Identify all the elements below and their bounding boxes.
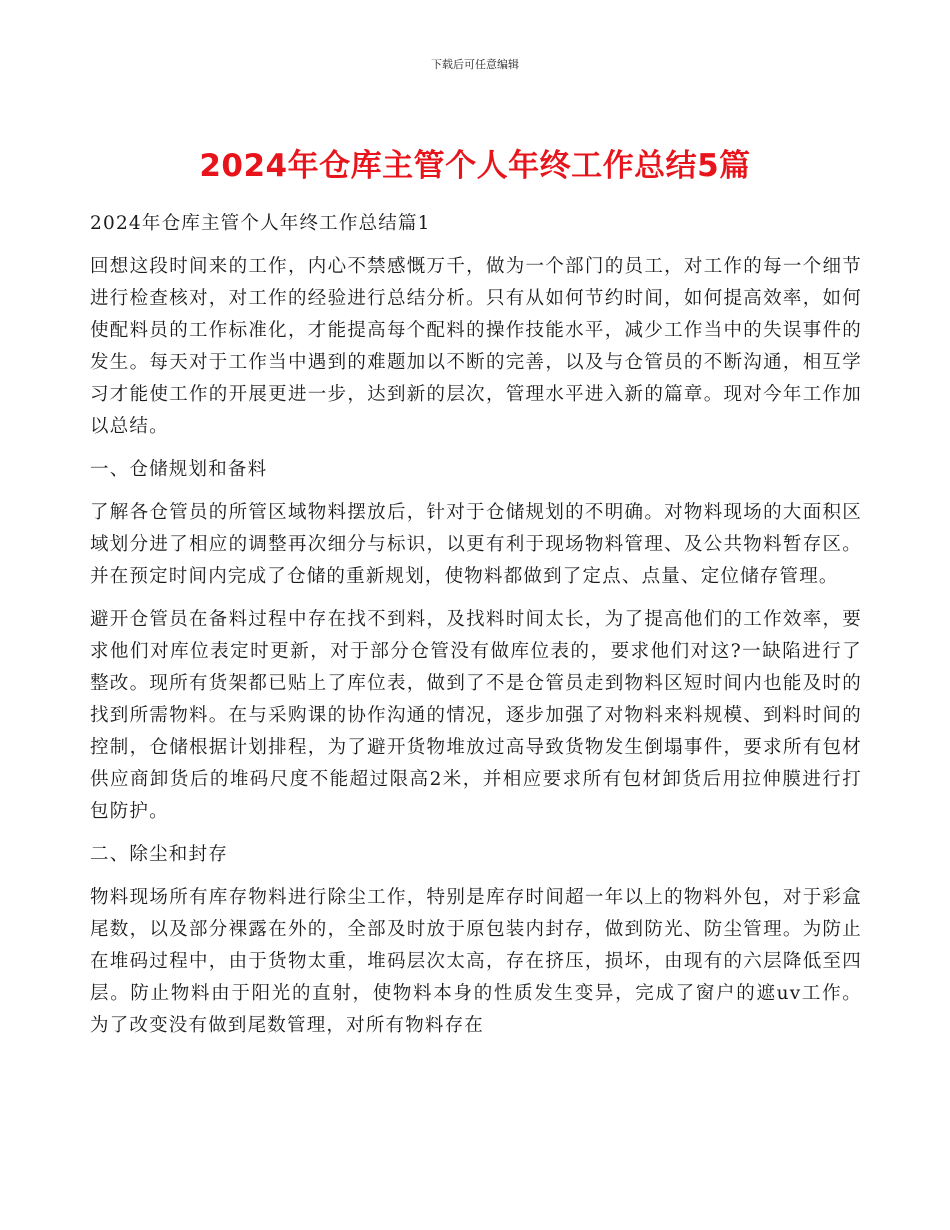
paragraph-dust-sealing: 物料现场所有库存物料进行除尘工作，特别是库存时间超一年以上的物料外包，对于彩盒尾数，以及部分裸露在外的，全部及时放于原包装内封存，做到防光、防尘管理。为防止在堆码过程中，由于货物太重，堆码层次太高，存在挤压，损坏，由现有的六层降低至四层。防止物料由于阳光的直射，使物料本身的性质发生变异，完成了窗户的遮uv工作。为了改变没有做到尾数管理，对所有物料存在	[90, 887, 862, 1036]
section-title-part1: 2024年仓库主管个人年终工作总结篇1	[90, 213, 431, 234]
section-heading-storage-planning: 一、仓储规划和备料	[90, 459, 268, 480]
section-heading-dust-sealing: 二、除尘和封存	[90, 844, 228, 865]
document-title: 2024年仓库主管个人年终工作总结5篇	[199, 148, 751, 184]
document-body	[90, 208, 862, 1053]
paragraph-material-prep: 避开仓管员在备料过程中存在找不到料，及找料时间太长，为了提高他们的工作效率，要求他们对库位表定时更新，对于部分仓管没有做库位表的，要求他们对这?一缺陷进行了整改。现所有货架都已贴上了库位表，做到了不是仓管员走到物料区短时间内也能及时的找到所需物料。在与采购课的协作沟通的情况，逐步加强了对物料来料规模、到料时间的控制，仓储根据计划排程，为了避开货物堆放过高导致货物发生倒塌事件，要求所有包材供应商卸货后的堆码尺度不能超过限高2米，并相应要求所有包材卸货后用拉伸膜进行打包防护。	[90, 609, 862, 822]
header-note: 下载后可任意编辑	[431, 58, 519, 71]
intro-paragraph: 回想这段时间来的工作，内心不禁感慨万千，做为一个部门的员工，对工作的每一个细节进行检查核对，对工作的经验进行总结分析。只有从如何节约时间，如何提高效率，如何使配料员的工作标准化，才能提高每个配料的操作技能水平，减少工作当中的失误事件的发生。每天对于工作当中遇到的难题加以不断的完善，以及与仓管员的不断沟通，相互学习才能使工作的开展更进一步，达到新的层次，管理水平进入新的篇章。现对今年工作加以总结。	[90, 256, 862, 437]
paragraph-storage-planning: 了解各仓管员的所管区域物料摆放后，针对于仓储规划的不明确。对物料现场的大面积区域划分进了相应的调整再次细分与标识，以更有利于现场物料管理、及公共物料暂存区。并在预定时间内完成了仓储的重新规划，使物料都做到了定点、点量、定位储存管理。	[90, 502, 862, 587]
